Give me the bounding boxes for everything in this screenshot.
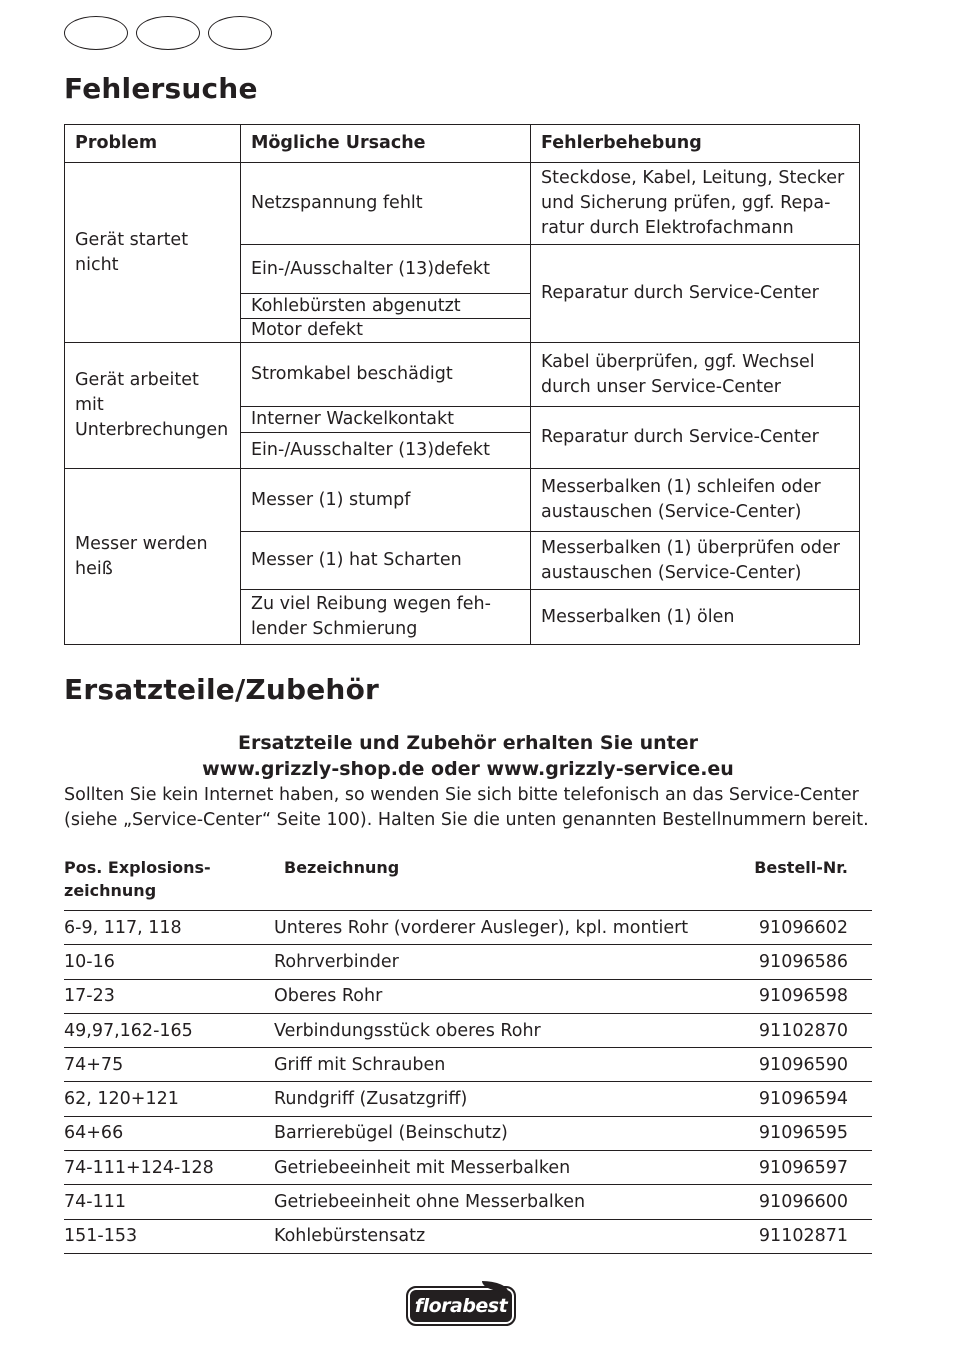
table-row [64,1151,872,1185]
part-designation: Verbindungsstück oberes Rohr [274,1020,541,1041]
part-order-number: 91096586 [758,951,848,972]
fix-cell: Steckdose, Kabel, Leitung, Stecker und Sicherung prüfen, ggf. Repa-ratur durch Elektrofachmann [531,163,860,245]
language-badge [64,16,128,50]
fix-cell: Reparatur durch Service-Center [531,407,860,469]
part-order-number: 91096602 [758,917,848,938]
part-order-number: 91102871 [758,1226,848,1247]
problem-cell: Gerät arbeitet mit Unterbrechungen [65,343,241,469]
part-position: 74+75 [64,1054,124,1075]
part-position: 64+66 [64,1123,124,1144]
cause-cell: Stromkabel beschädigt [241,343,531,407]
part-position: 6-9, 117, 118 [64,917,182,938]
problem-cell: Messer werden heiß [65,469,241,645]
table-row [65,163,860,245]
cause-cell: Motor defekt [241,319,531,343]
shop-line: Ersatzteile und Zubehör erhalten Sie unter [237,732,699,754]
part-order-number: 91096598 [758,986,848,1007]
fix-cell: Messerbalken (1) überprüfen oder austauschen (Service-Center) [531,532,860,590]
part-designation: Griff mit Schrauben [274,1054,446,1075]
table-row [64,1082,872,1116]
part-position: 17-23 [64,986,115,1007]
cause-cell: Interner Wackelkontakt [241,407,531,433]
part-order-number: 91096590 [758,1054,848,1075]
fix-cell: Messerbalken (1) schleifen oder austauschen (Service-Center) [531,469,860,532]
header-position: Pos. Explosions-zeichnung [64,858,211,900]
table-row [64,1220,872,1254]
part-order-number: 91096597 [758,1157,848,1178]
florabest-logo [406,1286,516,1326]
section-title-parts: Ersatzteile/Zubehör [64,673,380,706]
language-badge [208,16,272,50]
logo-text: florabest [414,1295,508,1317]
table-row [64,980,872,1014]
language-badge [136,16,200,50]
header-cause: Mögliche Ursache [241,125,531,163]
header-problem: Problem [65,125,241,163]
troubleshooting-table [64,124,860,645]
table-row [64,945,872,979]
part-designation: Oberes Rohr [274,986,383,1007]
part-designation: Barrierebügel (Beinschutz) [274,1123,508,1144]
cause-cell: Ein-/Ausschalter (13)defekt [241,433,531,469]
section-title-troubleshooting: Fehlersuche [64,72,258,105]
part-order-number: 91096595 [758,1123,848,1144]
shop-links: www.grizzly-shop.de oder www.grizzly-service.eu [202,758,734,780]
part-position: 151-153 [64,1226,138,1247]
part-designation: Getriebeeinheit mit Messerbalken [274,1157,571,1178]
part-designation: Rohrverbinder [274,951,399,972]
cause-cell: Messer (1) hat Scharten [241,532,531,590]
cause-cell: Netzspannung fehlt [241,163,531,245]
part-position: 49,97,162-165 [64,1020,193,1041]
table-row [64,911,872,945]
table-row [64,1185,872,1219]
parts-table [64,856,872,1254]
cause-cell: Zu viel Reibung wegen feh-lender Schmierung [241,590,531,645]
table-row [65,343,860,407]
part-designation: Kohlebürstensatz [274,1226,426,1247]
part-designation: Getriebeeinheit ohne Messerbalken [274,1192,586,1213]
shop-info [64,730,872,782]
header-fix: Fehlerbehebung [531,125,860,163]
table-header-row [65,125,860,163]
part-position: 62, 120+121 [64,1089,179,1110]
parts-header-row [64,856,872,911]
cause-cell: Ein-/Ausschalter (13)defekt [241,245,531,294]
fix-cell: Kabel überprüfen, ggf. Wechsel durch unser Service-Center [531,343,860,407]
part-position: 74-111 [64,1192,126,1213]
header-order-number: Bestell-Nr. [754,858,848,877]
part-designation: Rundgriff (Zusatzgriff) [274,1089,468,1110]
cause-cell: Kohlebürsten abgenutzt [241,294,531,319]
table-row [64,1014,872,1048]
part-designation: Unteres Rohr (vorderer Ausleger), kpl. montiert [274,917,689,938]
table-row [64,1117,872,1151]
table-row [65,469,860,532]
intro-paragraph: Sollten Sie kein Internet haben, so wenden Sie sich bitte telefonisch an das Service-Center (siehe „Service-Center“ Seite 100). Halten Sie die unten genannten Bestellnummern bereit. [64,785,869,830]
part-order-number: 91096594 [758,1089,848,1110]
part-position: 74-111+124-128 [64,1157,214,1178]
problem-cell: Gerät startet nicht [65,163,241,343]
part-order-number: 91096600 [758,1192,848,1213]
language-badges [64,16,280,50]
leaf-icon [482,1281,508,1292]
fix-cell: Reparatur durch Service-Center [531,245,860,343]
table-row [64,1048,872,1082]
part-position: 10-16 [64,951,115,972]
cause-cell: Messer (1) stumpf [241,469,531,532]
header-designation: Bezeichnung [284,858,400,877]
part-order-number: 91102870 [758,1020,848,1041]
fix-cell: Messerbalken (1) ölen [531,590,860,645]
